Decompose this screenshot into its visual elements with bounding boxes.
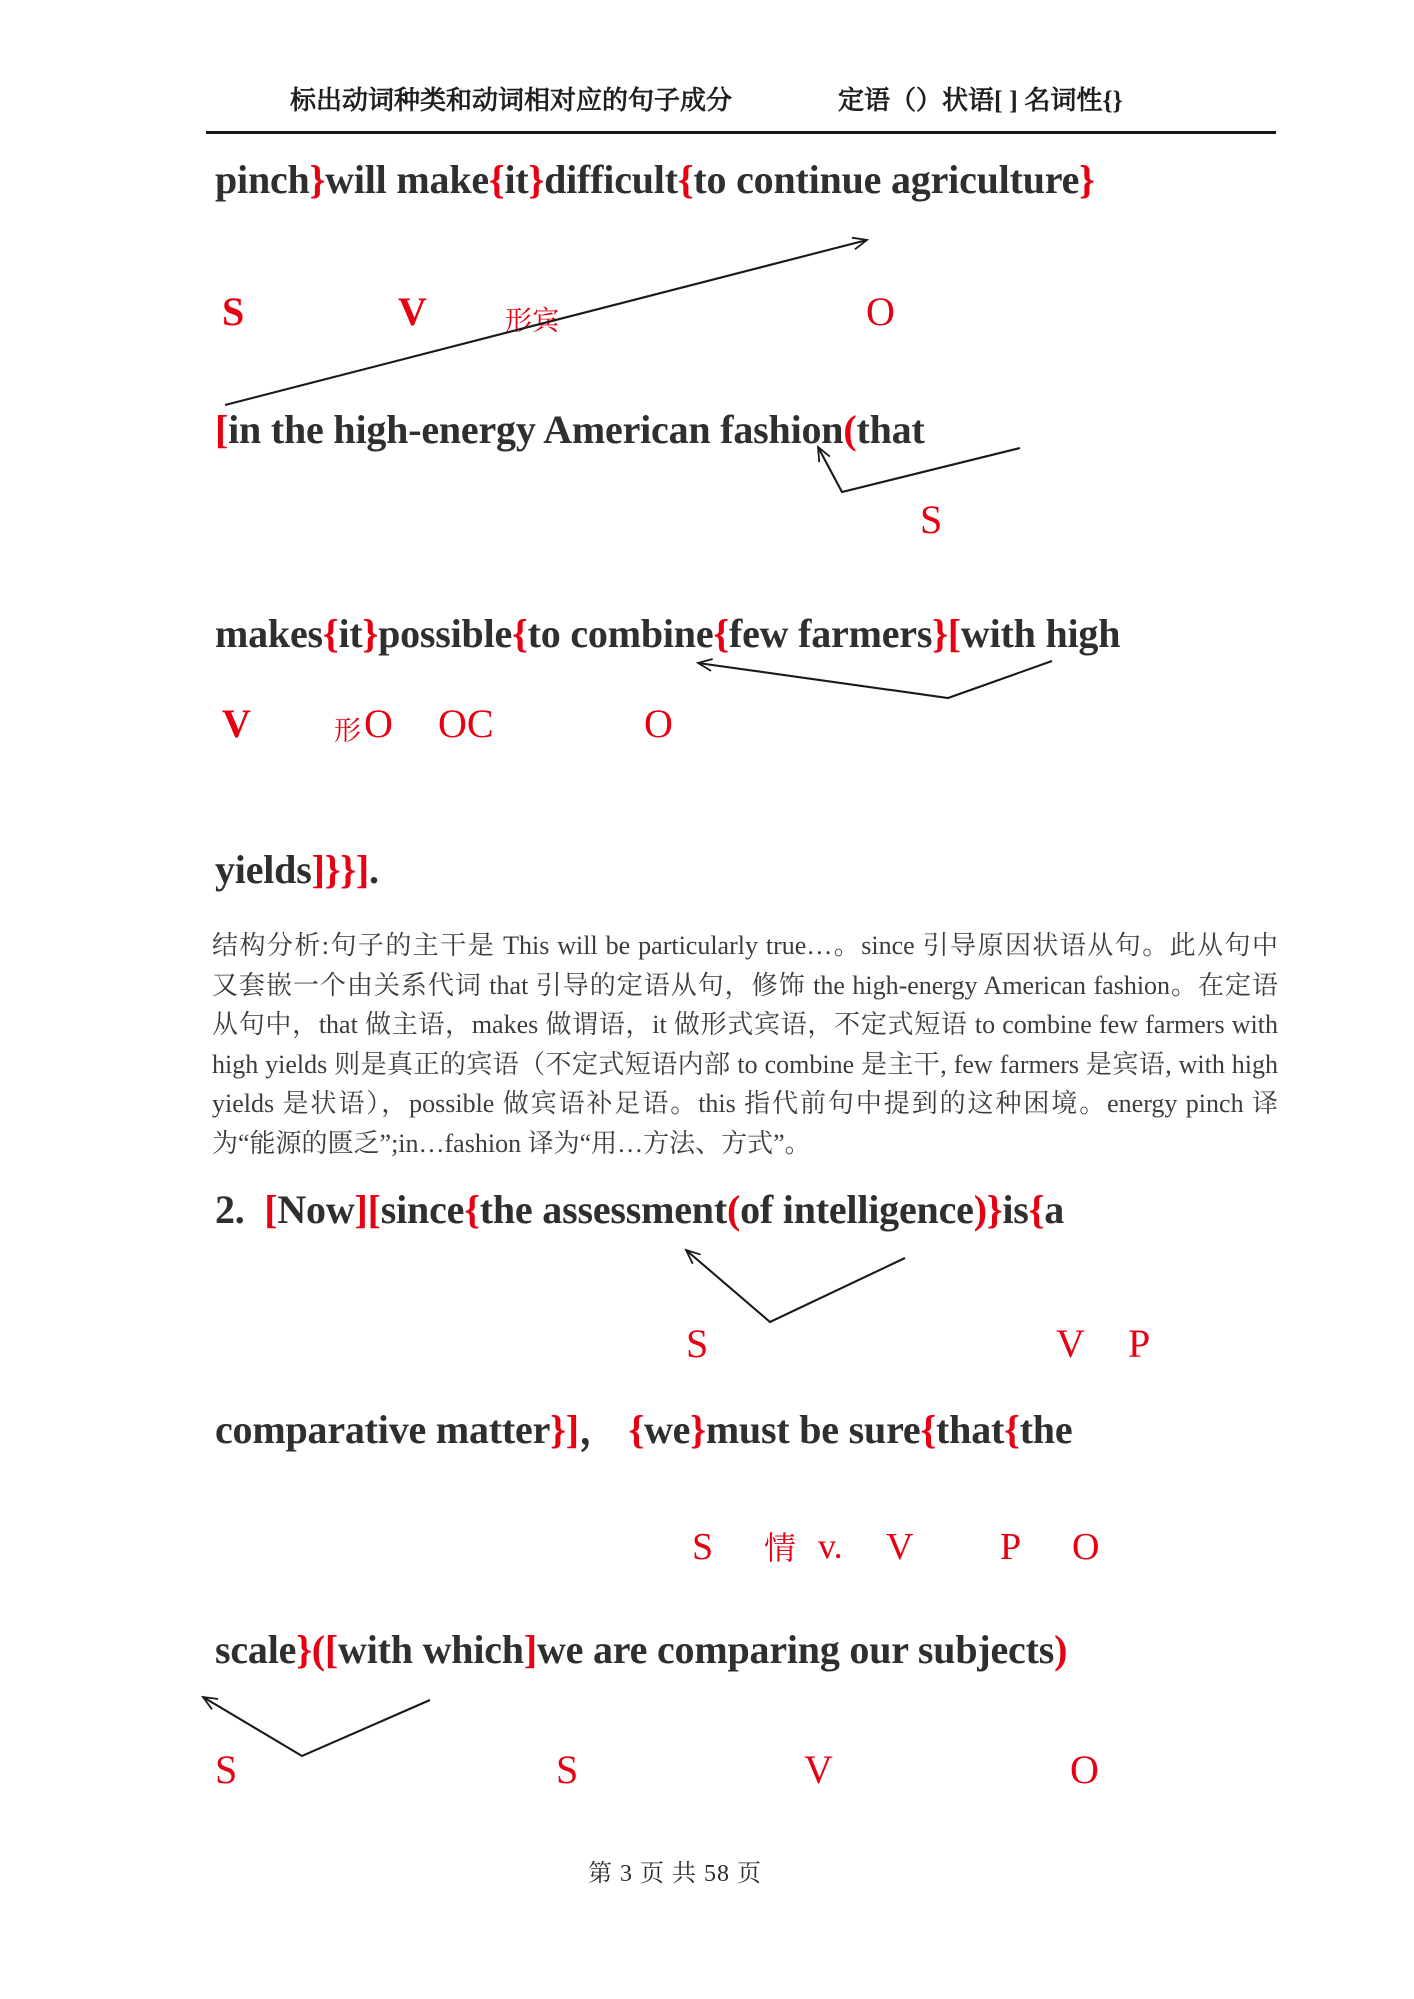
sentence-scale — [215, 1627, 1068, 1672]
bracket-marker: ] — [523, 1627, 537, 1672]
grammar-label: V — [222, 701, 251, 746]
text-segment: that — [856, 407, 925, 452]
grammar-label: V — [398, 289, 427, 334]
text-segment: in the high-energy American fashion — [228, 407, 844, 452]
text-segment: it — [504, 157, 529, 202]
grammar-label: S — [215, 1747, 238, 1792]
grammar-label: V — [1056, 1321, 1085, 1366]
grammar-label: v. — [818, 1526, 843, 1566]
text-segment: comparative matter — [215, 1407, 551, 1452]
bracket-marker: [ — [947, 611, 961, 656]
grammar-label: S — [920, 497, 943, 542]
analysis-line: 从句中，that 做主语，makes 做谓语，it 做形式宾语，不定式短语 to combine few farmers with — [212, 1010, 1278, 1040]
sentence-makes — [215, 611, 1121, 656]
grammar-label: O — [644, 701, 673, 746]
header-right-legend: 定语（）状语[ ] 名词性{} — [838, 86, 1123, 115]
bracket-marker: ( — [726, 1187, 741, 1232]
bracket-marker: ]}}] — [311, 847, 369, 892]
text-segment: ， — [578, 1407, 629, 1452]
grammar-label: 形宾 — [505, 306, 559, 336]
bracket-marker: [ — [324, 1627, 339, 1672]
sentence-comparative — [215, 1407, 1073, 1452]
bracket-marker: }] — [550, 1407, 579, 1452]
text-segment: . — [368, 847, 379, 892]
text-segment: we — [644, 1407, 691, 1452]
header-rule — [206, 131, 1276, 134]
bracket-marker: { — [1004, 1407, 1020, 1452]
analysis-line: 结构分析:句子的主干是 This will be particularly true…。since 引导原因状语从句。此从句中 — [212, 931, 1278, 960]
sentence-in-fashion — [215, 407, 925, 452]
text-segment: the — [1019, 1407, 1073, 1452]
text-segment: scale — [215, 1627, 297, 1672]
bracket-marker: { — [512, 611, 528, 656]
text-segment: will make — [325, 157, 489, 202]
text-segment: that — [936, 1407, 1005, 1452]
analysis-paragraph — [212, 926, 1278, 1164]
text-segment: with which — [338, 1627, 524, 1672]
grammar-label: O — [1070, 1747, 1099, 1792]
arrow-to-scale — [203, 1697, 430, 1756]
text-segment: yields — [215, 847, 312, 892]
page-number-footer: 第 3 页 共 58 页 — [588, 1861, 762, 1887]
bracket-marker: } — [932, 611, 948, 656]
text-segment: we are comparing our subjects — [536, 1627, 1055, 1672]
grammar-label: 形 — [334, 716, 361, 746]
analysis-line: high yields 则是真正的宾语（不定式短语内部 to combine 是主干, few farmers 是宾语, with high — [212, 1049, 1278, 1079]
bracket-marker: } — [1079, 157, 1095, 202]
grammar-label: S — [222, 289, 245, 334]
grammar-label: O — [866, 289, 895, 334]
bracket-marker: { — [713, 611, 729, 656]
bracket-marker: [ — [215, 407, 229, 452]
header-left-title: 标出动词种类和动词相对应的句子成分 — [290, 86, 733, 115]
text-segment: to continue agriculture — [693, 157, 1080, 202]
grammar-label: S — [692, 1526, 714, 1568]
arrow-to-assessment — [686, 1250, 905, 1322]
arrow-to-fashion — [818, 447, 1020, 492]
text-segment: Now — [277, 1187, 355, 1232]
sentence-yields — [215, 847, 379, 892]
text-segment: with high — [960, 611, 1121, 656]
arrow-to-combine — [698, 661, 1052, 698]
grammar-label: O — [364, 701, 393, 746]
text-segment: difficult — [544, 157, 678, 202]
text-segment: a — [1044, 1187, 1065, 1232]
bracket-marker: ) — [1054, 1627, 1068, 1672]
bracket-marker: { — [1028, 1187, 1045, 1232]
bracket-marker: } — [690, 1407, 706, 1452]
text-segment: the assessment — [479, 1187, 727, 1232]
bracket-marker: ][ — [354, 1187, 381, 1232]
bracket-marker: { — [322, 611, 339, 656]
bracket-marker: } — [362, 611, 379, 656]
bracket-marker: { — [488, 157, 505, 202]
text-segment: of intelligence — [740, 1187, 974, 1232]
grammar-label: P — [1000, 1526, 1022, 1568]
bracket-marker: } — [528, 157, 545, 202]
bracket-marker: )} — [973, 1187, 1003, 1232]
text-segment: few farmers — [728, 611, 933, 656]
text-segment: possible — [378, 611, 513, 656]
analysis-line: 为“能源的匮乏”;in…fashion 译为“用…方法、方式”。 — [212, 1128, 811, 1158]
text-segment: since — [380, 1187, 465, 1232]
bracket-marker: { — [464, 1187, 480, 1232]
grammar-label: V — [886, 1526, 914, 1568]
text-segment: it — [338, 611, 363, 656]
bracket-marker: } — [309, 157, 326, 202]
grammar-label: O — [1072, 1526, 1100, 1568]
grammar-label: S — [686, 1321, 709, 1366]
text-segment: makes — [215, 611, 323, 656]
text-segment: 2. — [215, 1187, 265, 1232]
sentence-item2 — [215, 1187, 1065, 1232]
bracket-marker: [ — [264, 1187, 278, 1232]
grammar-label: 情 — [764, 1530, 797, 1566]
bracket-marker: { — [920, 1407, 937, 1452]
analysis-line: 又套嵌一个由关系代词 that 引导的定语从句，修饰 the high-energy American fashion。在定语 — [212, 970, 1278, 1000]
text-segment: to combine — [527, 611, 714, 656]
sentence-pinch — [215, 157, 1095, 202]
text-segment: pinch — [215, 157, 310, 202]
bracket-marker: { — [677, 157, 694, 202]
text-segment: must be sure — [705, 1407, 921, 1452]
bracket-marker: }( — [296, 1627, 325, 1672]
grammar-label: P — [1128, 1321, 1151, 1366]
grammar-label: V — [804, 1747, 833, 1792]
grammar-label: OC — [438, 701, 494, 746]
grammar-label: S — [556, 1747, 579, 1792]
analysis-line: yields 是状语），possible 做宾语补足语。this 指代前句中提到的这种困境。energy pinch 译 — [212, 1089, 1278, 1119]
bracket-marker: { — [628, 1407, 644, 1452]
text-segment: is — [1002, 1187, 1029, 1232]
bracket-marker: ( — [843, 407, 857, 452]
